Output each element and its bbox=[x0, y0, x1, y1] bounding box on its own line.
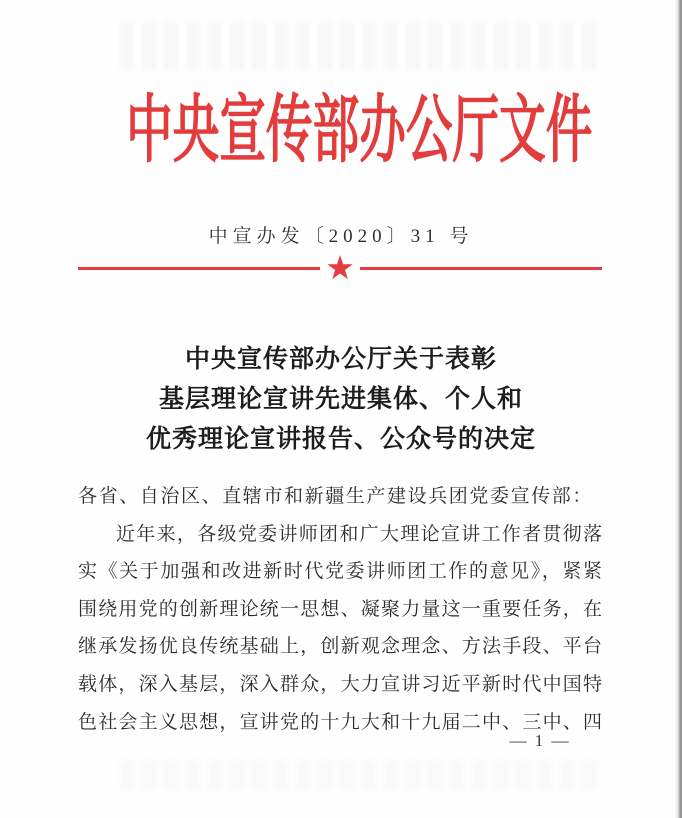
salutation-line: 各省、自治区、直辖市和新疆生产建设兵团党委宣传部： bbox=[78, 486, 594, 507]
document-reference-number: 中宣办发〔2020〕31 号 bbox=[208, 226, 474, 247]
document-title-line: 优秀理论宣讲报告、公众号的决定 bbox=[145, 426, 536, 453]
scan-bleed-artifact bbox=[120, 22, 602, 70]
scan-edge-shadow bbox=[675, 0, 682, 818]
document-title-line: 基层理论宣讲先进集体、个人和 bbox=[158, 386, 523, 413]
document-title bbox=[0, 340, 682, 460]
divider-line-left bbox=[78, 267, 320, 270]
red-letterhead-title: 中央宣传部办公厅文件 bbox=[126, 90, 593, 172]
body-text-line: 实《关于加强和改进新时代党委讲师团工作的意见》，紧紧 bbox=[78, 561, 602, 583]
body-text-line: 围绕用党的创新理论统一思想、凝聚力量这一重要任务，在 bbox=[78, 598, 602, 620]
body-text-line: 近年来，各级党委讲师团和广大理论宣讲工作者贯彻落 bbox=[116, 523, 602, 545]
page-number: — 1 — bbox=[509, 731, 571, 750]
scan-bleed-artifact bbox=[120, 760, 602, 790]
document-title-line: 中央宣传部办公厅关于表彰 bbox=[184, 346, 497, 373]
document-body bbox=[78, 478, 602, 741]
star-icon: ★ bbox=[325, 247, 355, 287]
body-text-line: 色社会主义思想，宣讲党的十九大和十九届二中、三中、四 bbox=[78, 711, 602, 733]
body-text-line: 载体，深入基层，深入群众，大力宣讲习近平新时代中国特 bbox=[78, 673, 602, 695]
red-divider-rule bbox=[78, 247, 602, 287]
body-text-line: 继承发扬优良传统基础上，创新观念理念、方法手段、平台 bbox=[78, 636, 602, 658]
divider-line-right bbox=[360, 267, 602, 270]
